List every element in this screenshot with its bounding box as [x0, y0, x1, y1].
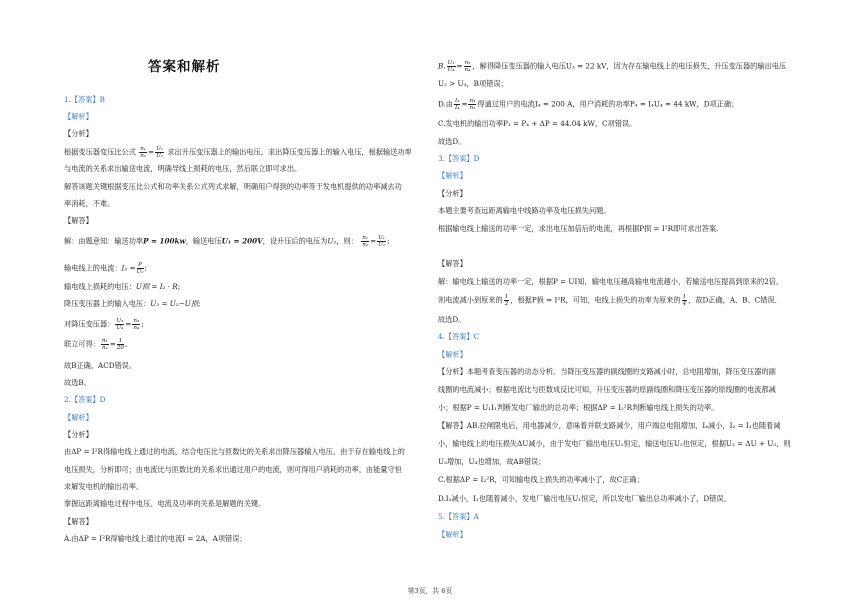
q2-option-a: A.由ΔP = I²R得输电线上通过的电流I = 2A，A项错误；	[64, 534, 247, 543]
fraction: $\frac{\text{U₃}}{\text{U₄}}$	[447, 60, 455, 73]
q1-solution-line2: 输电线上的电流：I₂ = $\frac{P}{\text{U₂}}$ ;	[64, 262, 147, 275]
q3-solution-line2: 则电流减小到原来的 $\frac{1}{2}$ ，根据P损 = I²R，可知，电线上损失的功率为原来的 $\frac{1}{4}$ ，故D正确，A、B、C错误．	[438, 294, 782, 307]
fraction: $\frac{\text{U₁}}{\text{U₂}}$	[156, 146, 164, 159]
q1-solution-line6: 联立可得： $\frac{\text{n₁}}{\text{n₂}}$ = $\frac{1}{20}$ ,	[64, 338, 128, 351]
fraction: $\frac{\text{n₃}}{\text{n₄}}$	[464, 60, 471, 73]
q3-jiexi: 【解析】	[438, 171, 467, 180]
q2-option-d: D.由 $\frac{\text{I₃}}{\text{I₄}}$ = $\frac{\text{n₄}}{\text{n₃}}$ 得通过用户的电流I₄ = 200 A，用户消耗的功率P₄ = I₄U₄ = 44 kW，D项正确；	[438, 98, 739, 111]
q4-jiexi: 【解析】	[438, 350, 467, 359]
q4-solution-line3: U₃增加，U₄也增加，故AB错误；	[438, 457, 546, 466]
q1-jieda: 【解答】	[64, 216, 93, 225]
q1-solution-line4: 降压变压器上的输入电压：U₃ = U₂−U损;	[64, 299, 201, 308]
q4-answer: 4.【答案】C	[438, 332, 480, 341]
fraction: $\frac{\text{n₁}}{\text{n₂}}$	[101, 338, 108, 351]
fraction: $\frac{1}{2}$	[504, 294, 509, 307]
q2-conclusion: 故选D。	[438, 137, 466, 146]
fraction: $\frac{P}{\text{U₂}}$	[136, 262, 144, 275]
q5-answer: 5.【答案】A	[438, 512, 479, 521]
q1-solution-line1: 解：由题意知：输送功率P = 100kw，输送电压U₁ = 200V，设升压后的电压为U₂，则： $\frac{\text{n₁}}{\text{n₂}}$ = $\frac{\text{U₁}}{\text{U₂}}$ ;	[64, 235, 390, 248]
q4-solution-line1: 【解答】AB.拉闸限电后，用电器减少，意味着并联支路减少，用户端总电阻增加，I₄减小，I₂ = I₃也随着减	[438, 421, 781, 430]
q1-solution-line5: 对降压变压器： $\frac{\text{U₃}}{\text{U₄}}$ = $\frac{\text{n₃}}{\text{n₄}}$ ;	[64, 318, 144, 331]
q1-fenxi-line1: 根据变压器变压比公式 $\frac{\text{n₁}}{\text{n₂}}$ = $\frac{\text{U₁}}{\text{U₂}}$ 求出升压变压器上的输出电压，求出降压变压器上的输入电压，根据输送功率	[64, 146, 412, 159]
q5-jiexi: 【解析】	[438, 530, 467, 539]
q4-solution-line2: 小，输电线上的电压损失ΔU减小，由于发电厂输出电压U₁恒定，输送电压U₂也恒定，根据U₂ = ΔU + U₃，则	[438, 439, 791, 448]
q1-fenxi-line2: 与电流的关系求出输送电流，明确导线上损耗的电压，然后联立即可求出。	[64, 164, 302, 173]
fraction: $\frac{1}{4}$	[682, 294, 687, 307]
q1-fenxi-line4: 率消耗，不难。	[64, 199, 115, 208]
q3-fenxi: 【分析】	[438, 189, 467, 198]
fraction: $\frac{\text{n₁}}{\text{n₂}}$	[362, 235, 369, 248]
q4-fenxi-line3: 小；根据P = U₁I₁判断发电厂输出的总功率；根据ΔP = I₂²R判断输电线上损失的功率。	[438, 403, 719, 412]
q3-fenxi-line2: 根据输电线上输送的功率一定，求出电压加倍后的电流，再根据P损 = I²R即可求出答案.	[438, 224, 719, 233]
q1-answer: 1.【答案】B	[64, 95, 105, 104]
fraction: $\frac{\text{I₃}}{\text{I₄}}$	[454, 98, 460, 111]
q2-option-c: C.发电机的输出功率P₁ = P₄ + ΔP = 44.04 kW，C项错误。	[438, 119, 637, 128]
page-footer: 第3页，共 6页	[407, 587, 453, 595]
fraction: $\frac{\text{U₁}}{\text{U₂}}$	[378, 235, 386, 248]
q2-jiexi: 【解析】	[64, 413, 93, 422]
q2-answer: 2.【答案】D	[64, 395, 106, 404]
q4-fenxi-line1: 【分析】本题考查变压器的动态分析。当降压变压器的副线圈的支路减小时，总电阻增加，降压变压器的副	[438, 367, 776, 376]
q4-fenxi-line2: 线圈的电流减小；根据电流比与匝数成反比可知，升压变压器的原副线圈和降压变压器的原线圈的电流都减	[438, 385, 776, 394]
fraction: $\frac{\text{n₃}}{\text{n₄}}$	[133, 318, 140, 331]
q2-fenxi-line3: 求解发电机的输出功率。	[64, 482, 144, 491]
fraction: $\frac{1}{20}$	[116, 338, 124, 351]
q3-conclusion: 故选D。	[438, 315, 466, 324]
q1-solution-line3: 输电线上损耗的电压：U损 = I₂ · R;	[64, 282, 181, 291]
fraction: $\frac{\text{n₄}}{\text{n₃}}$	[469, 98, 476, 111]
page-title: 答案和解析	[148, 59, 221, 75]
q3-solution-line1: 解：输电线上输送的功率一定，根据P = UI知，输电电压越高输电电流越小，若输送电压提高到原来的2倍，	[438, 277, 784, 286]
q1-fenxi: 【分析】	[64, 129, 93, 138]
q2-fenxi: 【分析】	[64, 430, 93, 439]
q2-fenxi-line1: 由ΔP = I²R得输电线上通过的电流，结合电压比与匝数比的关系求出降压器输入电压，由于存在输电线上的	[64, 447, 405, 456]
q1-solution-line7: 故B正确，ACD错误。	[64, 361, 137, 370]
q3-fenxi-line1: 本题主要考查远距离输电中线路功率及电压损失问题。	[438, 206, 611, 215]
q2-jieda: 【解答】	[64, 517, 93, 526]
q2-option-b-cont: U₂ > U₃，B项错误；	[438, 79, 508, 88]
q1-solution-line8: 故选B。	[64, 378, 91, 387]
q1-fenxi-line3: 解答该题关键根据变压比公式和功率关系公式列式求解，明确用户得到的功率等于发电机提供的功率减去功	[64, 182, 402, 191]
q2-fenxi-line4: 掌握远距离输电过程中电压、电流及功率的关系是解题的关键。	[64, 499, 266, 508]
q4-solution-line5: D.I₂减小，I₁也随着减小，发电厂输出电压U₁恒定，所以发电厂输出总功率减小了，D错误。	[438, 494, 731, 503]
q2-option-b: B. $\frac{\text{U₃}}{\text{U₄}}$ = $\frac{\text{n₃}}{\text{n₄}}$ ，解得降压变压器的输入电压U₃ = 22 kV，因为存在输电线上的电压损失，升压变压器的输出电压	[438, 60, 787, 73]
fraction: $\frac{\text{n₁}}{\text{n₂}}$	[140, 146, 147, 159]
q3-jieda: 【解答】	[438, 259, 467, 268]
fraction: $\frac{\text{U₃}}{\text{U₄}}$	[116, 318, 124, 331]
q4-solution-line4: C.根据ΔP = I₂²R，可知输电线上损失的功率减小了，故C正确；	[438, 475, 644, 484]
q1-jiexi: 【解析】	[64, 112, 93, 121]
q2-fenxi-line2: 电压损失，分析即可；由电流比与匝数比的关系求出通过用户的电流，则可得用户消耗的功率，由能量守恒	[64, 465, 402, 474]
q3-answer: 3.【答案】D	[438, 154, 480, 163]
